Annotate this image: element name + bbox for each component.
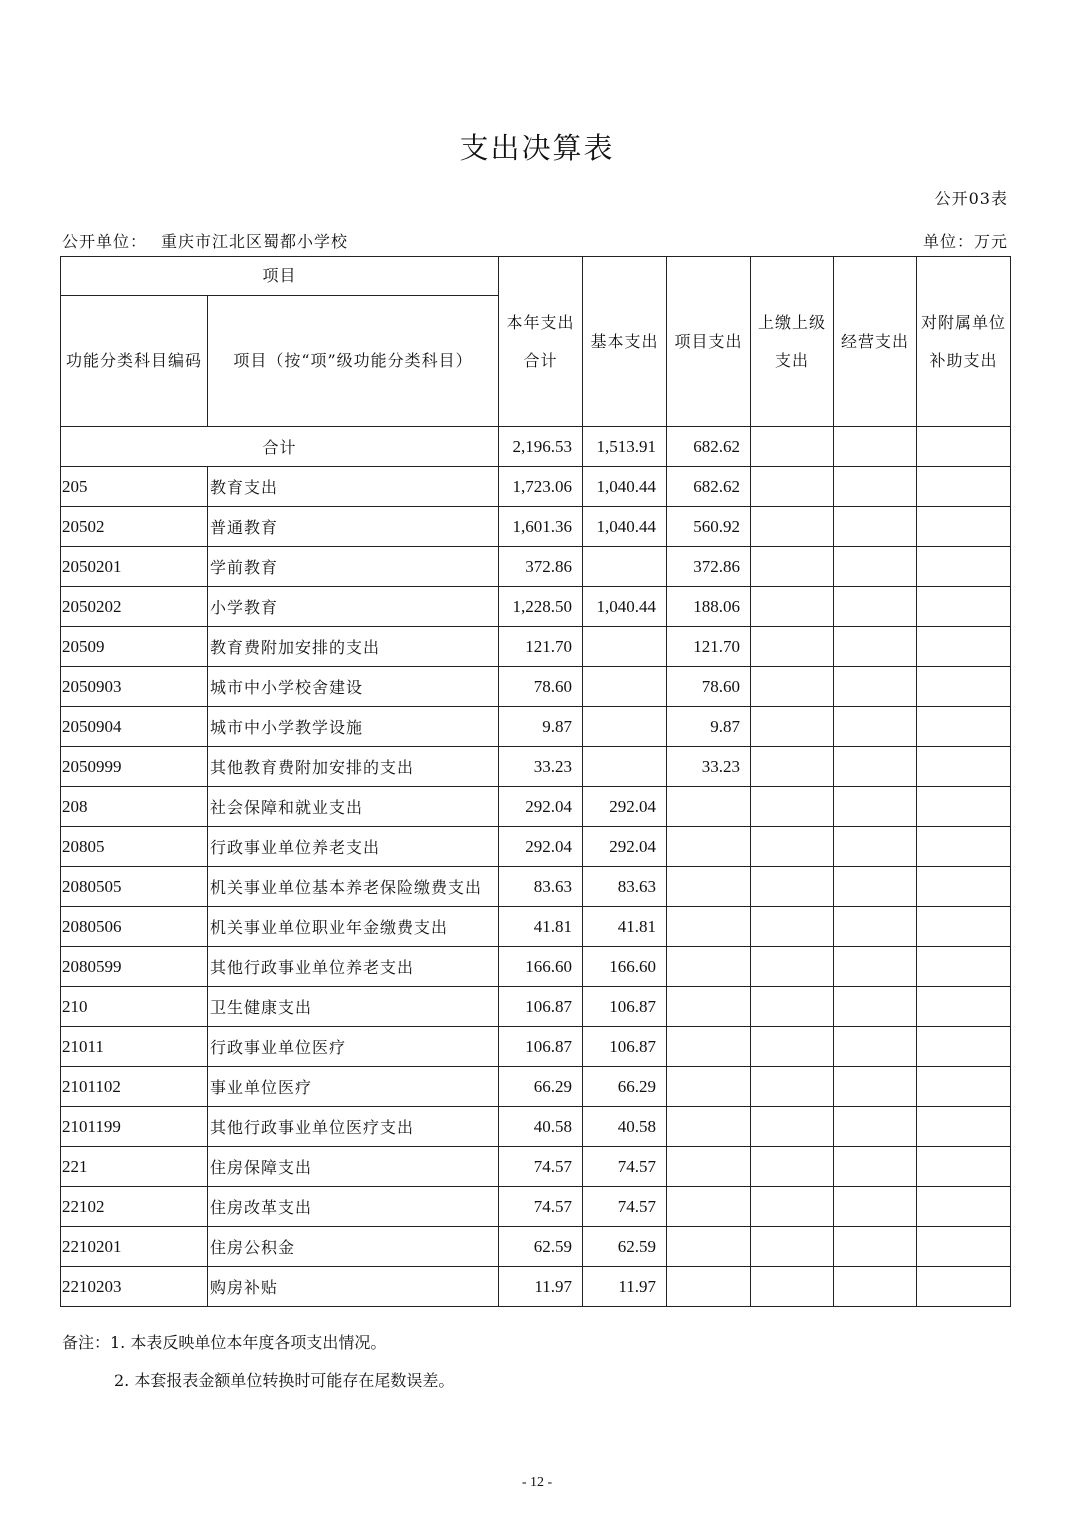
cell-name: 卫生健康支出 [208,987,499,1027]
cell-business [834,547,917,587]
cell-basic: 66.29 [583,1067,667,1107]
cell-business [834,1187,917,1227]
cell-project [667,1267,751,1307]
cell-upper [751,1187,834,1227]
cell-upper [751,947,834,987]
table-row [61,667,1011,707]
total-cell-subsidy [917,427,1011,467]
cell-business [834,507,917,547]
cell-basic: 1,040.44 [583,507,667,547]
form-number: 公开03表 [934,189,1008,208]
cell-upper [751,1267,834,1307]
currency-unit: 单位：万元 [922,232,1008,251]
cell-business [834,1027,917,1067]
table-row [61,867,1011,907]
cell-upper [751,707,834,747]
cell-name: 购房补贴 [208,1267,499,1307]
cell-name: 其他行政事业单位养老支出 [208,947,499,987]
cell-code: 221 [61,1147,208,1187]
cell-subsidy [917,547,1011,587]
cell-subsidy [917,827,1011,867]
cell-upper [751,547,834,587]
cell-subsidy [917,1227,1011,1267]
reporting-unit-value: 重庆市江北区蜀都小学校 [161,232,349,251]
cell-subsidy [917,947,1011,987]
cell-project: 9.87 [667,707,751,747]
table-row [61,627,1011,667]
cell-total: 372.86 [499,547,583,587]
cell-subsidy [917,467,1011,507]
cell-name: 教育支出 [208,467,499,507]
cell-total: 292.04 [499,827,583,867]
cell-business [834,747,917,787]
table-row [61,1147,1011,1187]
cell-name: 住房公积金 [208,1227,499,1267]
cell-subsidy [917,507,1011,547]
cell-upper [751,867,834,907]
cell-total: 78.60 [499,667,583,707]
cell-total: 1,723.06 [499,467,583,507]
cell-upper [751,587,834,627]
cell-business [834,827,917,867]
cell-upper [751,1107,834,1147]
total-cell-business [834,427,917,467]
cell-upper [751,1227,834,1267]
cell-project [667,867,751,907]
table-row [61,987,1011,1027]
note-1: 备注：1. 本表反映单位本年度各项支出情况。 [62,1333,387,1352]
cell-code: 208 [61,787,208,827]
table-row [61,907,1011,947]
cell-upper [751,667,834,707]
cell-name: 学前教育 [208,547,499,587]
cell-code: 20502 [61,507,208,547]
cell-name: 普通教育 [208,507,499,547]
cell-name: 小学教育 [208,587,499,627]
cell-subsidy [917,707,1011,747]
table-row [61,1107,1011,1147]
cell-code: 210 [61,987,208,1027]
header-item: 项目（按“项”级功能分类科目） [208,296,499,427]
cell-basic: 41.81 [583,907,667,947]
reporting-unit [62,229,362,252]
header-subsidy: 对附属单位补助支出 [917,257,1011,427]
cell-project: 682.62 [667,467,751,507]
cell-code: 2050904 [61,707,208,747]
table-row [61,507,1011,547]
cell-business [834,707,917,747]
table-row [61,1227,1011,1267]
cell-subsidy [917,1027,1011,1067]
cell-total: 11.97 [499,1267,583,1307]
cell-subsidy [917,987,1011,1027]
cell-upper [751,987,834,1027]
cell-code: 2050201 [61,547,208,587]
cell-name: 社会保障和就业支出 [208,787,499,827]
header-project-group: 项目 [61,257,499,296]
cell-subsidy [917,747,1011,787]
cell-upper [751,827,834,867]
cell-code: 2080505 [61,867,208,907]
cell-project [667,987,751,1027]
cell-upper [751,1147,834,1187]
table-row [61,1027,1011,1067]
cell-code: 2050903 [61,667,208,707]
cell-code: 2101199 [61,1107,208,1147]
table-row [61,587,1011,627]
page-title: 支出决算表 [459,131,615,165]
cell-upper [751,507,834,547]
header-basic: 基本支出 [583,257,667,427]
cell-total: 292.04 [499,787,583,827]
cell-business [834,1147,917,1187]
cell-upper [751,787,834,827]
cell-project: 188.06 [667,587,751,627]
cell-name: 城市中小学教学设施 [208,707,499,747]
total-cell-total: 2,196.53 [499,427,583,467]
total-row [61,427,1011,467]
cell-business [834,1227,917,1267]
table-row [61,827,1011,867]
expenditure-table [60,256,1011,1307]
cell-project [667,1187,751,1227]
cell-total: 74.57 [499,1147,583,1187]
cell-basic: 106.87 [583,987,667,1027]
cell-subsidy [917,667,1011,707]
cell-project: 560.92 [667,507,751,547]
cell-upper [751,467,834,507]
cell-business [834,787,917,827]
table-row [61,1067,1011,1107]
cell-total: 62.59 [499,1227,583,1267]
notes [62,1324,454,1400]
table-row [61,947,1011,987]
cell-name: 其他教育费附加安排的支出 [208,747,499,787]
cell-subsidy [917,1147,1011,1187]
cell-subsidy [917,867,1011,907]
cell-project [667,1027,751,1067]
cell-subsidy [917,1187,1011,1227]
header-upper: 上缴上级支出 [751,257,834,427]
cell-project [667,1067,751,1107]
cell-subsidy [917,907,1011,947]
cell-business [834,627,917,667]
header-total: 本年支出合计 [499,257,583,427]
cell-code: 2210201 [61,1227,208,1267]
cell-total: 121.70 [499,627,583,667]
cell-code: 20805 [61,827,208,867]
cell-total: 1,601.36 [499,507,583,547]
cell-business [834,667,917,707]
note-2: 2. 本套报表金额单位转换时可能存在尾数误差。 [114,1371,455,1390]
cell-subsidy [917,787,1011,827]
cell-basic [583,627,667,667]
cell-name: 教育费附加安排的支出 [208,627,499,667]
cell-business [834,1107,917,1147]
cell-project [667,1107,751,1147]
cell-code: 2210203 [61,1267,208,1307]
cell-project [667,787,751,827]
cell-project [667,827,751,867]
cell-name: 机关事业单位职业年金缴费支出 [208,907,499,947]
total-cell-project: 682.62 [667,427,751,467]
cell-code: 21011 [61,1027,208,1067]
cell-basic: 83.63 [583,867,667,907]
cell-code: 22102 [61,1187,208,1227]
header-business: 经营支出 [834,257,917,427]
cell-basic: 292.04 [583,787,667,827]
table-row [61,547,1011,587]
cell-subsidy [917,1107,1011,1147]
cell-business [834,467,917,507]
cell-code: 2080506 [61,907,208,947]
cell-total: 41.81 [499,907,583,947]
cell-total: 83.63 [499,867,583,907]
cell-basic: 74.57 [583,1187,667,1227]
cell-code: 2050999 [61,747,208,787]
header-project: 项目支出 [667,257,751,427]
cell-name: 城市中小学校舍建设 [208,667,499,707]
cell-project [667,947,751,987]
cell-project [667,907,751,947]
cell-total: 166.60 [499,947,583,987]
cell-name: 行政事业单位养老支出 [208,827,499,867]
cell-name: 住房改革支出 [208,1187,499,1227]
cell-upper [751,627,834,667]
cell-basic: 166.60 [583,947,667,987]
cell-name: 事业单位医疗 [208,1067,499,1107]
table-row [61,747,1011,787]
reporting-unit-label: 公开单位： [62,232,148,251]
cell-business [834,867,917,907]
cell-total: 9.87 [499,707,583,747]
cell-name: 机关事业单位基本养老保险缴费支出 [208,867,499,907]
cell-project [667,1147,751,1187]
cell-basic: 1,040.44 [583,587,667,627]
cell-basic: 74.57 [583,1147,667,1187]
cell-code: 2101102 [61,1067,208,1107]
cell-code: 2080599 [61,947,208,987]
table-row [61,1267,1011,1307]
cell-upper [751,907,834,947]
cell-upper [751,1027,834,1067]
cell-total: 106.87 [499,987,583,1027]
cell-basic [583,707,667,747]
cell-basic: 11.97 [583,1267,667,1307]
cell-basic: 1,040.44 [583,467,667,507]
cell-basic: 62.59 [583,1227,667,1267]
cell-total: 74.57 [499,1187,583,1227]
cell-project: 372.86 [667,547,751,587]
cell-project: 121.70 [667,627,751,667]
table-row [61,1187,1011,1227]
total-cell-upper [751,427,834,467]
cell-business [834,907,917,947]
cell-name: 住房保障支出 [208,1147,499,1187]
cell-subsidy [917,1067,1011,1107]
cell-business [834,587,917,627]
cell-project [667,1227,751,1267]
cell-upper [751,1067,834,1107]
cell-total: 1,228.50 [499,587,583,627]
cell-total: 33.23 [499,747,583,787]
table-row [61,467,1011,507]
cell-project: 33.23 [667,747,751,787]
page-number: - 12 - [521,1475,553,1490]
cell-business [834,1067,917,1107]
cell-code: 205 [61,467,208,507]
header-code: 功能分类科目编码 [61,296,208,427]
cell-basic [583,747,667,787]
cell-basic: 292.04 [583,827,667,867]
total-cell-basic: 1,513.91 [583,427,667,467]
cell-total: 40.58 [499,1107,583,1147]
total-label: 合计 [61,427,499,467]
cell-business [834,1267,917,1307]
cell-basic [583,547,667,587]
cell-subsidy [917,627,1011,667]
cell-code: 2050202 [61,587,208,627]
cell-subsidy [917,1267,1011,1307]
cell-project: 78.60 [667,667,751,707]
cell-total: 66.29 [499,1067,583,1107]
cell-name: 其他行政事业单位医疗支出 [208,1107,499,1147]
cell-business [834,947,917,987]
cell-name: 行政事业单位医疗 [208,1027,499,1067]
cell-basic [583,667,667,707]
cell-subsidy [917,587,1011,627]
cell-upper [751,747,834,787]
cell-basic: 106.87 [583,1027,667,1067]
cell-total: 106.87 [499,1027,583,1067]
table-row [61,707,1011,747]
cell-code: 20509 [61,627,208,667]
cell-basic: 40.58 [583,1107,667,1147]
cell-business [834,987,917,1027]
table-row [61,787,1011,827]
